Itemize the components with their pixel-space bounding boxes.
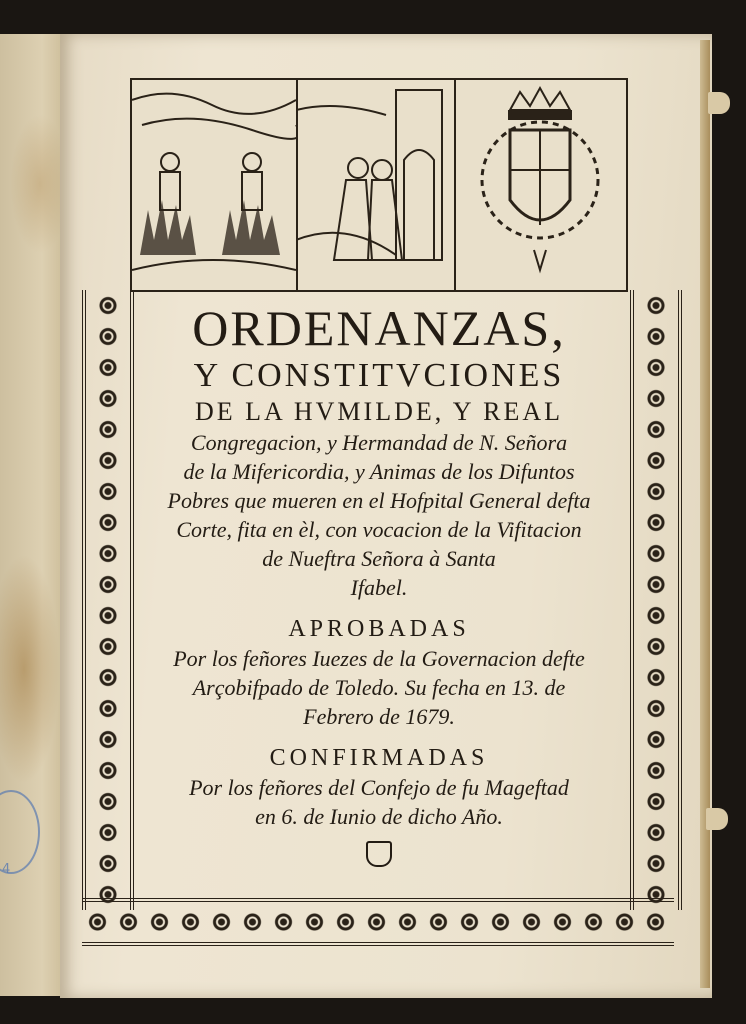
description-line: de la Mifericordia, y Animas de los Difuntos — [183, 459, 575, 484]
title-main: ORDENANZAS, — [192, 300, 566, 356]
description-line: Corte, fita en èl, con vocacion de la Vifitacion — [176, 517, 582, 542]
page-edge — [700, 40, 710, 988]
water-stain — [0, 554, 60, 784]
description-line: Congregacion, y Hermandad de N. Señora — [190, 430, 568, 455]
binding-tab — [706, 808, 728, 830]
title-text-block — [134, 300, 624, 867]
confirmation-line: Por los feñores del Confejo de fu Mageftad — [189, 775, 569, 800]
confirmation-line: en 6. de Iunio de dicho Año. — [255, 804, 503, 829]
printer-mark-icon — [366, 841, 392, 867]
description-line: Pobres que mueren en el Hofpital General defta — [167, 488, 591, 513]
description-line: Ifabel. — [350, 575, 408, 600]
woodcut-visitation — [296, 80, 456, 290]
ornamental-border-right — [630, 290, 682, 910]
confirmation-heading: CONFIRMADAS — [269, 745, 489, 771]
approval-line: Por los feñores Iuezes de la Governacion defte — [173, 646, 585, 671]
title-line-3: DE LA HVMILDE, Y REAL — [195, 397, 563, 426]
coat-of-arms-icon — [454, 80, 626, 290]
description-line: de Nueftra Señora à Santa — [262, 546, 496, 571]
approval-heading: APROBADAS — [288, 616, 470, 642]
stamp-mark: 4 — [2, 862, 11, 877]
flames-icon — [132, 80, 296, 290]
approval-line: Febrero de 1679. — [303, 704, 455, 729]
approval-line: Arçobifpado de Toledo. Su fecha en 13. de — [192, 675, 566, 700]
woodcut-souls-in-flames — [132, 80, 298, 290]
woodcut-coat-of-arms — [454, 80, 626, 290]
ornamental-border-bottom — [82, 898, 674, 946]
visitation-icon — [296, 80, 454, 290]
woodcut-panel — [130, 78, 628, 292]
ornamental-border-left — [82, 290, 134, 910]
title-line-2: Y CONSTITVCIONES — [193, 357, 565, 394]
binding-tab — [708, 92, 730, 114]
